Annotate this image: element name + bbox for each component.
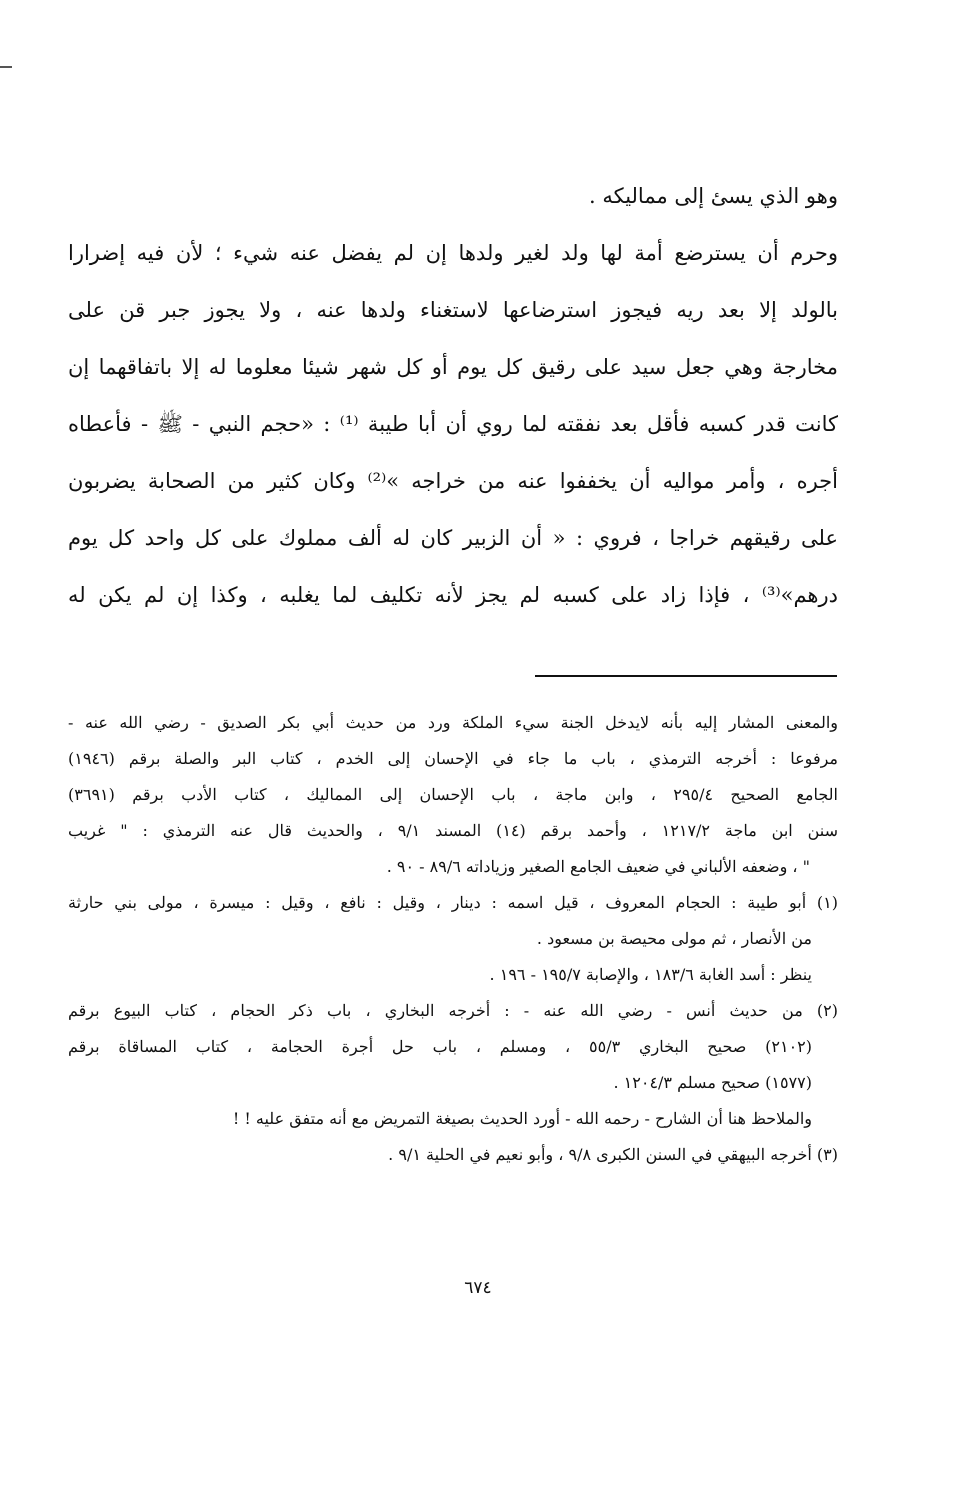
main-text-line: أجره ، وأمر مواليه أن يخففوا عنه من خراجه »⁽²⁾ وكان كثير من الصحابة يضربون xyxy=(68,469,838,493)
main-text-line: على رقيقهم خراجا ، فروي : « أن الزبير كان له ألف مملوك على كل واحد كل يوم xyxy=(68,526,838,550)
main-text-line: مخارجة وهي جعل سيد على رقيق كل يوم أو كل شهر شيئا معلوما له إلا باتفاقهما إن xyxy=(68,355,838,379)
footnote-line: ينظر : أسد الغابة ١٨٣/٦ ، والإصابة ١٩٥/٧ - ١٩٦ . xyxy=(489,965,812,984)
footnote-2 xyxy=(68,993,838,1137)
footnote-line: " ، وضعفه الألباني في ضعيف الجامع الصغير وزياداته ٨٩/٦ - ٩٠ . xyxy=(386,857,810,876)
footnote-line: (٢١٠٢) صحيح البخاري ٥٥/٣ ، ومسلم ، باب حل أجرة الحجامة ، كتاب المساقاة برقم xyxy=(68,1037,813,1056)
footnote-line: مرفوعا : أخرجه الترمذي ، باب ما جاء في الإحسان إلى الخدم ، كتاب البر والصلة برقم (١٩٤٦) xyxy=(68,749,838,768)
main-text-line: بالولد إلا بعد ريه فيجوز استرضاعها لاستغناء ولدها عنه ، ولا يجوز جبر قن على xyxy=(68,298,838,322)
main-body-text xyxy=(68,168,838,624)
page-number: ٦٧٤ xyxy=(464,1278,492,1298)
footnote-line: والملاحظ هنا أن الشارح - رحمه الله - أورد الحديث بصيغة التمريض مع أنه متفق عليه ! ! xyxy=(232,1109,812,1128)
footnote-carryover xyxy=(68,705,838,885)
main-text-line: وهو الذي يسئ إلى مماليكه . xyxy=(588,184,838,208)
main-text-line: كانت قدر كسبه فأقل بعد نفقته لما روي أن أبا طيبة ⁽¹⁾ : «حجم النبي - ﷺ - فأعطاه xyxy=(68,412,838,436)
footnote-line: (١٥٧٧) صحيح مسلم ١٢٠٤/٣ . xyxy=(613,1073,812,1092)
footnote-3 xyxy=(68,1137,838,1173)
main-text-line: درهم»⁽³⁾ ، فإذا زاد على كسبه لم يجز لأنه تكليف لما يغلبه ، وكذا إن لم يكن له xyxy=(68,583,838,607)
footnotes-section xyxy=(68,705,838,1173)
footnote-line: سنن ابن ماجة ١٢١٧/٢ ، وأحمد برقم (١٤) المسند ٩/١ ، والحديث قال عنه الترمذي : " غريب xyxy=(68,821,838,840)
footnote-line: (١) أبو طيبة : الحجام المعروف ، قيل اسمه : دينار ، وقيل : نافع ، وقيل : ميسرة ، مولى بني حارثة xyxy=(68,893,838,912)
footnote-line: الجامع الصحيح ٢٩٥/٤ ، وابن ماجة ، باب الإحسان إلى المماليك ، كتاب الأدب برقم (٣٦٩١) xyxy=(68,785,838,804)
footnote-line: (٣) أخرجه البيهقي في السنن الكبرى ٩/٨ ، وأبو نعيم في الحلية ٩/١ . xyxy=(388,1145,838,1164)
footnote-line: والمعنى المشار إليه بأنه لايدخل الجنة سيء الملكة ورد من حديث أبي بكر الصديق - رضي الله عنه - xyxy=(68,713,838,732)
footnote-line: (٢) من حديث أنس - رضي الله عنه - : أخرجه البخاري ، باب ذكر الحجام ، كتاب البيوع برقم xyxy=(68,1001,838,1020)
footnote-1 xyxy=(68,885,838,993)
main-text-line: وحرم أن يسترضع أمة لها ولد لغير ولدها إن لم يفضل عنه شيء ؛ لأن فيه إضرارا xyxy=(68,241,838,265)
footnote-separator xyxy=(535,675,837,677)
footnote-line: من الأنصار ، ثم مولى محيصة بن مسعود . xyxy=(536,929,812,948)
scan-edge-mark xyxy=(0,66,12,68)
